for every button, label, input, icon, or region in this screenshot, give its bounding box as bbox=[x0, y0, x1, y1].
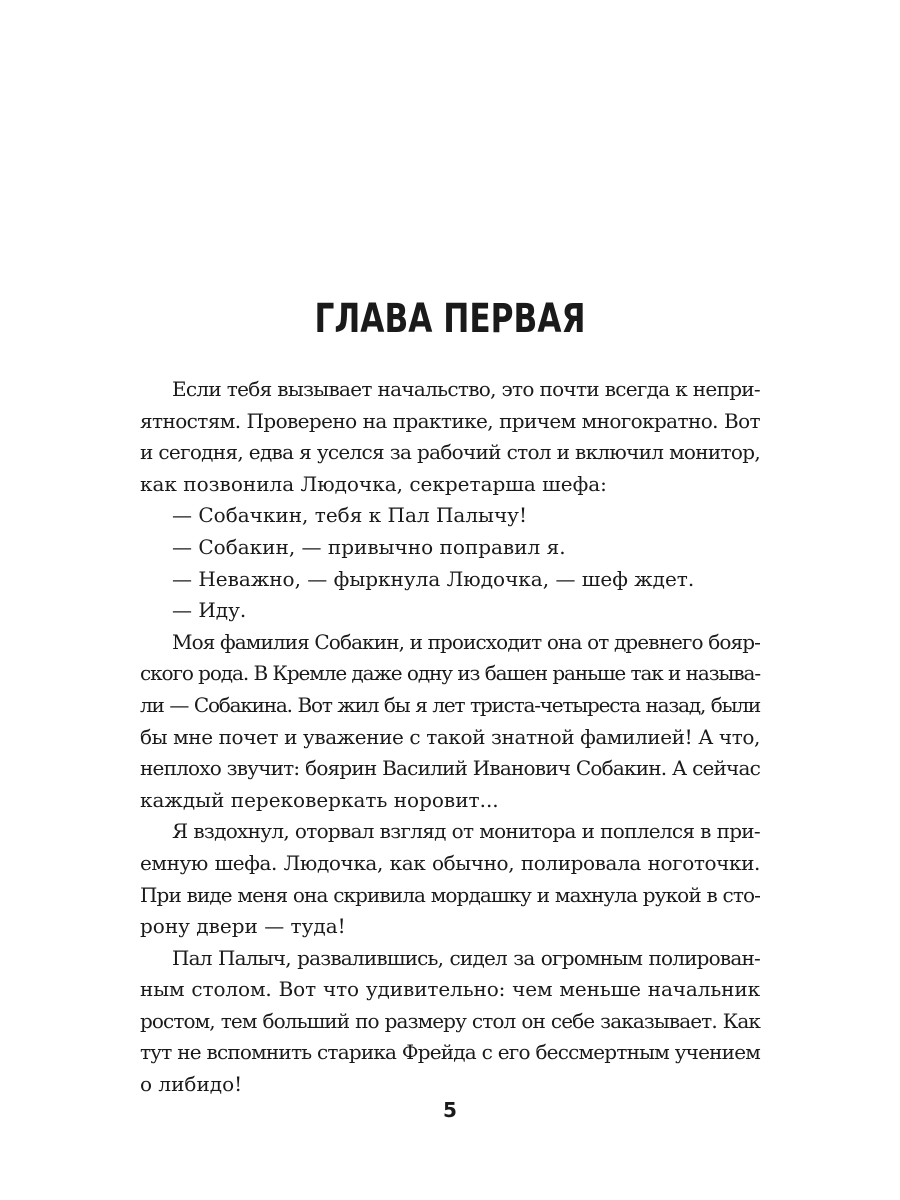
text-line: При виде меня она скривила мордашку и махнула рукой в сто- bbox=[140, 882, 760, 907]
body-text bbox=[140, 374, 760, 1101]
text-line: и сегодня, едва я уселся за рабочий стол и включил монитор, bbox=[140, 440, 760, 465]
text-line: ростом, тем больший по размеру стол он себе заказывает. Как bbox=[140, 1008, 760, 1033]
text-line: о либидо! bbox=[140, 1072, 243, 1097]
text-line: ского рода. В Кремле даже одну из башен раньше так и называ- bbox=[140, 661, 760, 686]
text-line: каждый перековеркать норовит... bbox=[140, 787, 499, 812]
text-line: ным столом. Вот что удивительно: чем меньше начальник bbox=[140, 977, 760, 1002]
dialogue-line: — Иду. bbox=[172, 598, 247, 623]
text-line: Моя фамилия Собакин, и происходит она от древнего бояр- bbox=[172, 629, 760, 654]
dialogue-line: — Собакин, — привычно поправил я. bbox=[172, 534, 566, 559]
text-line: тут не вспомнить старика Фрейда с его бессмертным учением bbox=[140, 1040, 760, 1065]
text-line: ятностям. Проверено на практике, причем многократно. Вот bbox=[140, 408, 760, 433]
text-line: емную шефа. Людочка, как обычно, полировала ноготочки. bbox=[140, 850, 760, 875]
text-line: Если тебя вызывает начальство, это почти всегда к непри- bbox=[172, 377, 760, 401]
text-line: как позвонила Людочка, секретарша шефа: bbox=[140, 471, 607, 496]
text-line: ли — Собакина. Вот жил бы я лет триста-четыреста назад, были bbox=[140, 692, 760, 717]
text-line: Пал Палыч, развалившись, сидел за огромным полирован- bbox=[172, 945, 760, 970]
dialogue-line: — Собачкин, тебя к Пал Палычу! bbox=[172, 503, 527, 528]
text-line: бы мне почет и уважение с такой знатной фамилией! А что, bbox=[140, 724, 760, 749]
chapter-title: ГЛАВА ПЕРВАЯ bbox=[314, 296, 586, 342]
dialogue-line: — Неважно, — фыркнула Людочка, — шеф ждет. bbox=[172, 566, 695, 591]
text-line: неплохо звучит: боярин Василий Иванович Собакин. А сейчас bbox=[140, 756, 760, 781]
text-line: рону двери — туда! bbox=[140, 914, 346, 939]
text-line: Я вздохнул, оторвал взгляд от монитора и поплелся в при- bbox=[172, 819, 760, 844]
page-number: 5 bbox=[443, 1098, 457, 1122]
